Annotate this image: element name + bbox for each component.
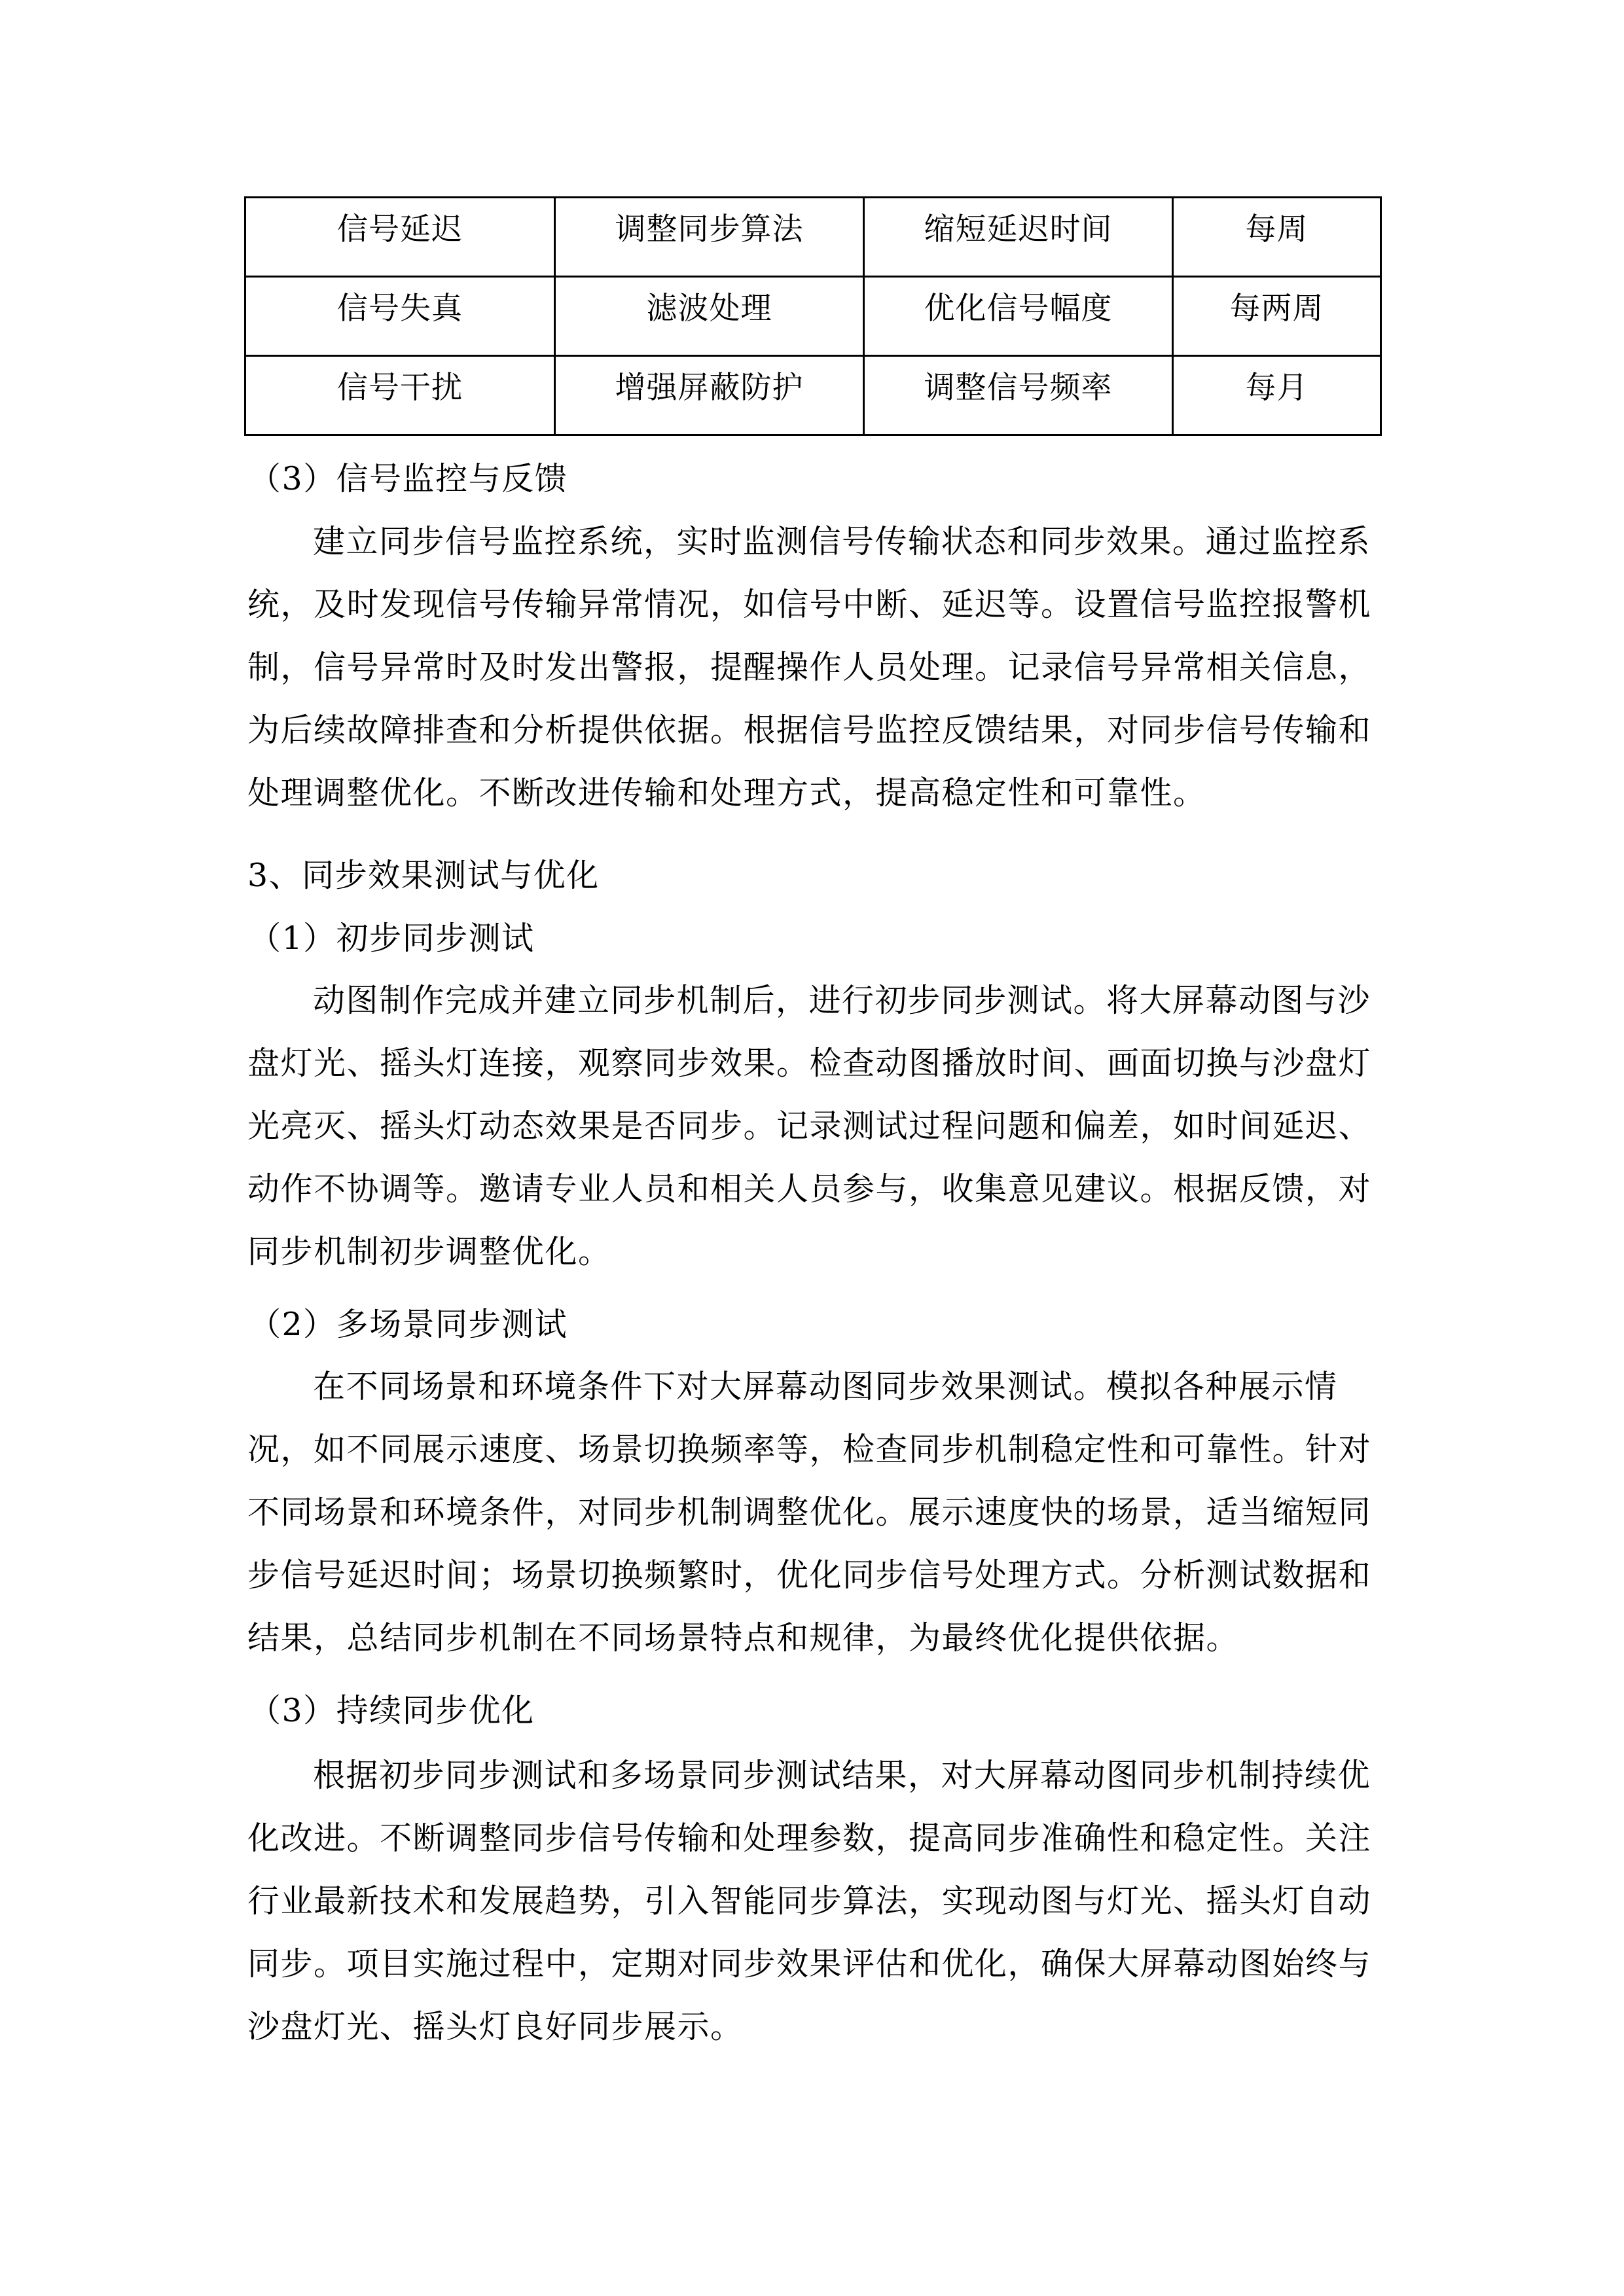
table-cell-issue: 信号失真 [245, 277, 555, 356]
table-cell-frequency: 每月 [1173, 356, 1381, 435]
paragraph-line: 处理调整优化。不断改进传输和处理方式，提高稳定性和可靠性。 [247, 774, 1206, 812]
section-heading-sync-testing: 3、同步效果测试与优化 [247, 857, 600, 894]
paragraph-continuous-optimization [247, 1744, 1386, 2058]
table-row [245, 198, 1381, 277]
subheading-multi-scene-test: （2）多场景同步测试 [249, 1306, 568, 1343]
subheading-continuous-optimization: （3）持续同步优化 [249, 1692, 535, 1729]
table-cell-frequency: 每周 [1173, 198, 1381, 277]
paragraph-line: 化改进。不断调整同步信号传输和处理参数，提高同步准确性和稳定性。关注 [247, 1820, 1372, 1857]
paragraph-line: 同步。项目实施过程中，定期对同步效果评估和优化，确保大屏幕动图始终与 [247, 1945, 1372, 1982]
paragraph-line: 结果，总结同步机制在不同场景特点和规律，为最终优化提供依据。 [247, 1619, 1240, 1657]
table-cell-goal: 缩短延迟时间 [864, 198, 1173, 277]
table-cell-issue: 信号延迟 [245, 198, 555, 277]
subheading-initial-test: （1）初步同步测试 [249, 920, 535, 957]
paragraph-line: 沙盘灯光、摇头灯良好同步展示。 [247, 2008, 744, 2045]
paragraph-line: 盘灯光、摇头灯连接，观察同步效果。检查动图播放时间、画面切换与沙盘灯 [247, 1045, 1372, 1082]
paragraph-line: 同步机制初步调整优化。 [247, 1233, 611, 1270]
paragraph-line: 行业最新技术和发展趋势，引入智能同步算法，实现动图与灯光、摇头灯自动 [247, 1882, 1372, 1920]
paragraph-line: 不同场景和环境条件，对同步机制调整优化。展示速度快的场景，适当缩短同 [247, 1494, 1372, 1531]
paragraph-line: 况，如不同展示速度、场景切换频率等，检查同步机制稳定性和可靠性。针对 [247, 1431, 1372, 1468]
signal-issue-table [244, 196, 1382, 436]
table-row [245, 277, 1381, 356]
paragraph-line: 步信号延迟时间；场景切换频繁时，优化同步信号处理方式。分析测试数据和 [247, 1556, 1372, 1594]
table-cell-measure: 调整同步算法 [555, 198, 864, 277]
paragraph-signal-monitoring [247, 511, 1386, 825]
paragraph-line: 制，信号异常时及时发出警报，提醒操作人员处理。记录信号异常相关信息， [247, 649, 1372, 686]
paragraph-line: 在不同场景和环境条件下对大屏幕动图同步效果测试。模拟各种展示情 [313, 1368, 1338, 1405]
table-cell-frequency: 每两周 [1173, 277, 1381, 356]
table-cell-goal: 调整信号频率 [864, 356, 1173, 435]
paragraph-line: 统，及时发现信号传输异常情况，如信号中断、延迟等。设置信号监控报警机 [247, 586, 1372, 623]
paragraph-line: 动图制作完成并建立同步机制后，进行初步同步测试。将大屏幕动图与沙 [313, 982, 1371, 1019]
paragraph-line: 建立同步信号监控系统，实时监测信号传输状态和同步效果。通过监控系 [313, 523, 1371, 560]
paragraph-line: 光亮灭、摇头灯动态效果是否同步。记录测试过程问题和偏差，如时间延迟、 [247, 1107, 1372, 1145]
paragraph-multi-scene-test [247, 1355, 1386, 1670]
paragraph-line: 动作不协调等。邀请专业人员和相关人员参与，收集意见建议。根据反馈，对 [247, 1170, 1372, 1208]
table-cell-measure: 增强屏蔽防护 [555, 356, 864, 435]
table-row [245, 356, 1381, 435]
paragraph-initial-test [247, 969, 1386, 1283]
table-cell-measure: 滤波处理 [555, 277, 864, 356]
paragraph-line: 为后续故障排查和分析提供依据。根据信号监控反馈结果，对同步信号传输和 [247, 711, 1372, 749]
subheading-signal-monitoring: （3）信号监控与反馈 [249, 460, 568, 497]
table-cell-goal: 优化信号幅度 [864, 277, 1173, 356]
paragraph-line: 根据初步同步测试和多场景同步测试结果，对大屏幕动图同步机制持续优 [313, 1757, 1371, 1794]
table-cell-issue: 信号干扰 [245, 356, 555, 435]
